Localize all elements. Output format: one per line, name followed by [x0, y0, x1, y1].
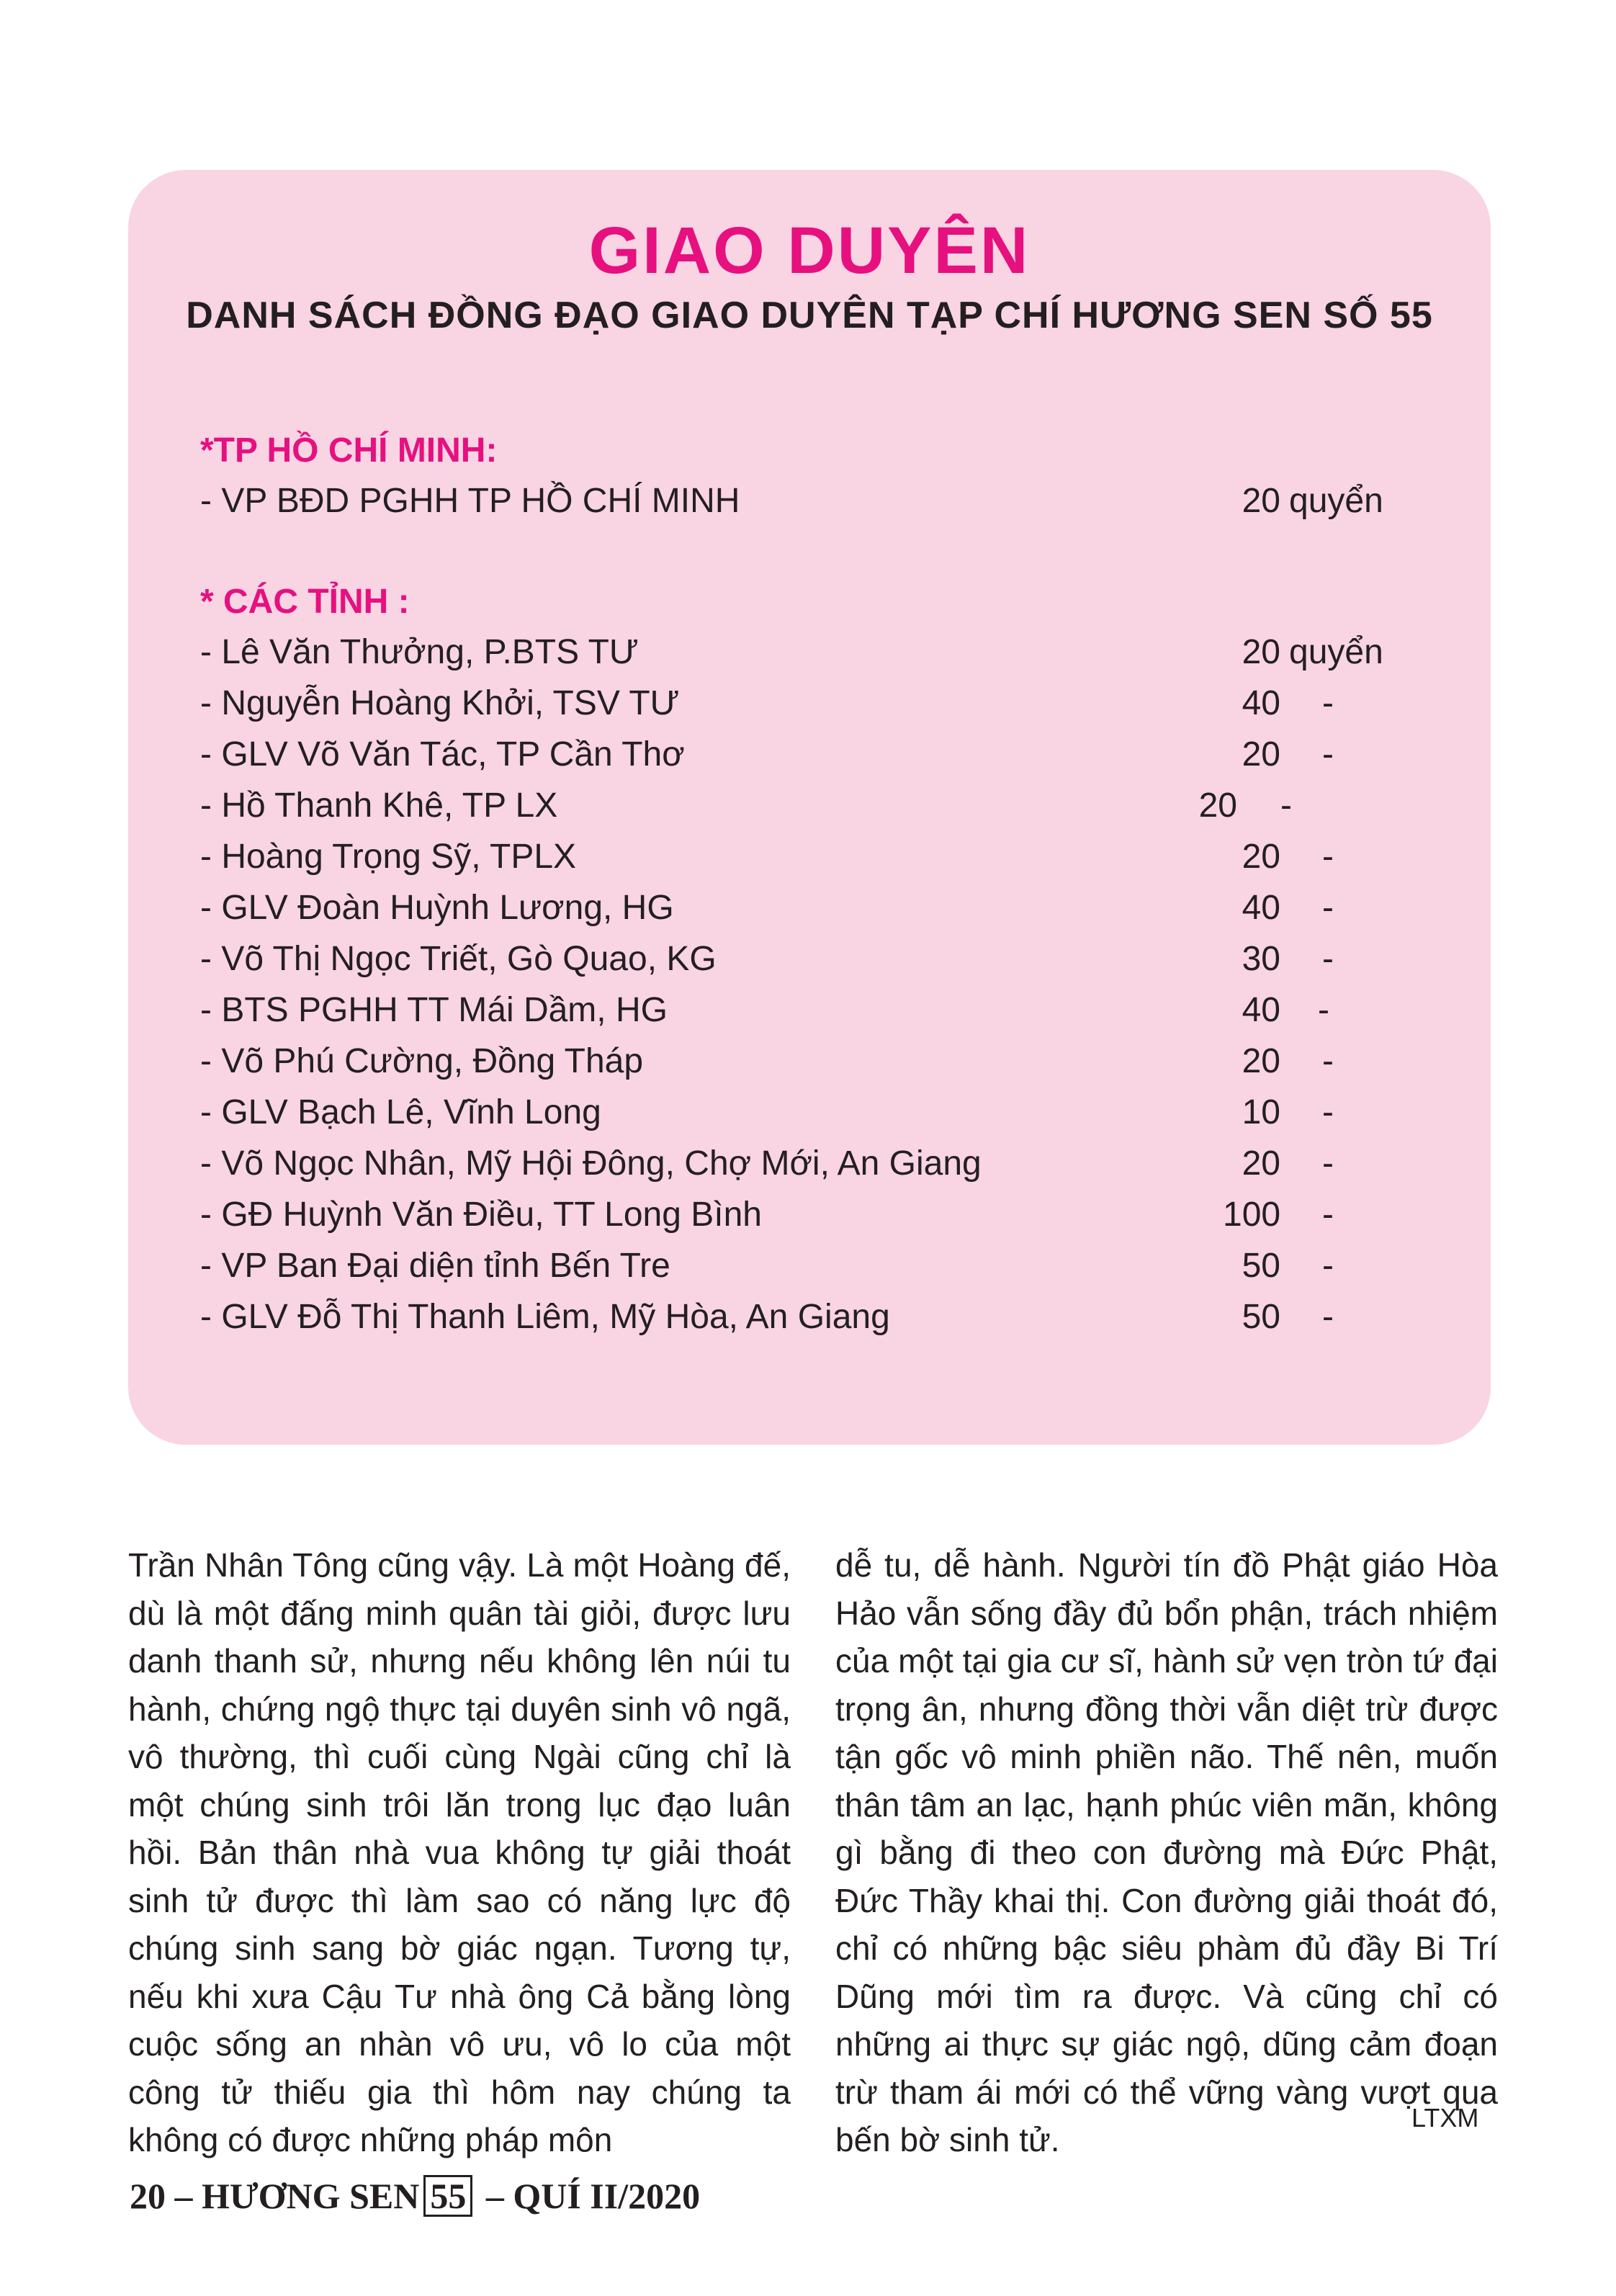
donor-unit: - [1322, 1298, 1334, 1336]
donor-qty: 20 [1242, 735, 1280, 773]
donor-qty: 20 [1242, 633, 1280, 671]
donor-unit: - [1318, 991, 1329, 1029]
donor-name: - GĐ Huỳnh Văn Điều, TT Long Bình [200, 1196, 762, 1234]
section-provinces-heading: * CÁC TỈNH : [200, 583, 410, 621]
donor-unit: - [1322, 1196, 1334, 1234]
list-item [200, 1245, 1424, 1288]
article-column-left [128, 1541, 791, 2164]
donor-name: - BTS PGHH TT Mái Dầm, HG [200, 991, 668, 1029]
donor-name: - GLV Võ Văn Tác, TP Cần Thơ [200, 735, 685, 773]
article-paragraph: dễ tu, dễ hành. Người tín đồ Phật giáo Hòa Hảo vẫn sống đầy đủ bổn phận, trách nhiệm của một tại gia cư sĩ, hành sử vẹn tròn tứ đại trọng ân, nhưng đồng thời vẫn diệt trừ được tận gốc vô minh phiền não. Thế nên, muốn thân tâm an lạc, hạnh phúc viên mãn, không gì bằng đi theo con đường mà Đức Phật, Đức Thầy khai thị. Con đường giải thoát đó, chỉ có những bậc siêu phàm đủ đầy Bi Trí Dũng mới tìm ra được. Và cũng chỉ có những ai thực sự giác ngộ, dũng cảm đoạn trừ tham ái mới có thể vững vàng vượt qua bến bờ sinh tử. [835, 1546, 1498, 2158]
box-subtitle: DANH SÁCH ĐỒNG ĐẠO GIAO DUYÊN TẠP CHÍ HƯƠNG SEN SỐ 55 [186, 295, 1433, 336]
donor-name: - Võ Thị Ngọc Triết, Gò Quao, KG [200, 940, 717, 978]
footer-dash: – [174, 2176, 193, 2216]
donor-name: - VP BĐD PGHH TP HỒ CHÍ MINH [200, 482, 740, 520]
donor-qty: 20 [1242, 1144, 1280, 1183]
donor-qty: 20 [1198, 786, 1237, 825]
page-footer [130, 2175, 700, 2217]
donor-qty: 20 [1242, 482, 1280, 520]
list-item [200, 784, 1424, 828]
donor-unit: - [1322, 1247, 1334, 1285]
list-item [200, 480, 1424, 523]
list-item [200, 1040, 1424, 1083]
article-signature: LTXM [1411, 2103, 1479, 2133]
donor-name: - Võ Ngọc Nhân, Mỹ Hội Đông, Chợ Mới, An Giang [200, 1144, 982, 1183]
article-column-right [835, 1541, 1498, 2164]
donor-name: - Võ Phú Cường, Đồng Tháp [200, 1042, 644, 1080]
donor-unit: quyển [1289, 633, 1383, 671]
donor-unit: quyển [1289, 482, 1383, 520]
donor-qty: 30 [1242, 940, 1280, 978]
donor-unit: - [1322, 1144, 1334, 1183]
donor-qty: 40 [1242, 684, 1280, 722]
donor-qty: 50 [1242, 1298, 1280, 1336]
donor-name: - Hồ Thanh Khê, TP LX [200, 786, 558, 825]
donor-qty: 40 [1242, 991, 1280, 1029]
donor-unit: - [1280, 786, 1292, 825]
donor-list-box [128, 170, 1491, 1445]
donor-name: - Lê Văn Thưởng, P.BTS TƯ [200, 633, 639, 671]
list-item [200, 835, 1424, 879]
box-title: GIAO DUYÊN [588, 214, 1031, 287]
issue-number: 55 [423, 2175, 472, 2217]
page-number: 20 [130, 2176, 166, 2216]
footer-dash: – [485, 2176, 504, 2216]
list-item [200, 682, 1424, 725]
donor-unit: - [1322, 735, 1334, 773]
donor-qty: 50 [1242, 1247, 1280, 1285]
donor-name: - Nguyễn Hoàng Khởi, TSV TƯ [200, 684, 680, 722]
list-item [200, 1091, 1424, 1134]
donor-name: - VP Ban Đại diện tỉnh Bến Tre [200, 1247, 670, 1285]
donor-qty: 10 [1242, 1093, 1280, 1131]
donor-unit: - [1322, 1042, 1334, 1080]
donor-unit: - [1322, 838, 1334, 876]
donor-qty: 20 [1242, 838, 1280, 876]
list-item [200, 733, 1424, 776]
list-item [200, 887, 1424, 930]
list-item [200, 1142, 1424, 1185]
donor-name: - Hoàng Trọng Sỹ, TPLX [200, 838, 577, 876]
issue-period: QUÍ II/2020 [513, 2176, 701, 2216]
list-item [200, 1296, 1424, 1339]
donor-name: - GLV Bạch Lê, Vĩnh Long [200, 1093, 601, 1131]
section-hcm-heading: *TP HỒ CHÍ MINH: [200, 431, 498, 470]
donor-unit: - [1322, 940, 1334, 978]
donor-unit: - [1322, 684, 1334, 722]
donor-name: - GLV Đỗ Thị Thanh Liêm, Mỹ Hòa, An Giang [200, 1298, 890, 1336]
list-item [200, 938, 1424, 981]
magazine-name: HƯƠNG SEN [202, 2176, 420, 2216]
article-paragraph: Trần Nhân Tông cũng vậy. Là một Hoàng đế, dù là một đấng minh quân tài giỏi, được lưu danh thanh sử, nhưng nếu không lên núi tu hành, chứng ngộ thực tại duyên sinh vô ngã, vô thường, thì cuối cùng Ngài cũng chỉ là một chúng sinh trôi lăn trong lục đạo luân hồi. Bản thân nhà vua không tự giải thoát sinh tử được thì làm sao có năng lực độ chúng sinh sang bờ giác ngạn. Tương tự, nếu khi xưa Cậu Tư nhà ông Cả bằng lòng cuộc sống an nhàn vô ưu, vô lo của một công tử thiếu gia thì hôm nay chúng ta không có được những pháp môn [128, 1546, 791, 2158]
list-item [200, 989, 1424, 1032]
donor-qty: 100 [1223, 1196, 1281, 1234]
donor-qty: 40 [1242, 889, 1280, 927]
donor-unit: - [1322, 1093, 1334, 1131]
list-item [200, 631, 1424, 674]
donor-qty: 20 [1242, 1042, 1280, 1080]
donor-name: - GLV Đoàn Huỳnh Lương, HG [200, 889, 674, 927]
donor-unit: - [1322, 889, 1334, 927]
list-item [200, 1193, 1424, 1237]
